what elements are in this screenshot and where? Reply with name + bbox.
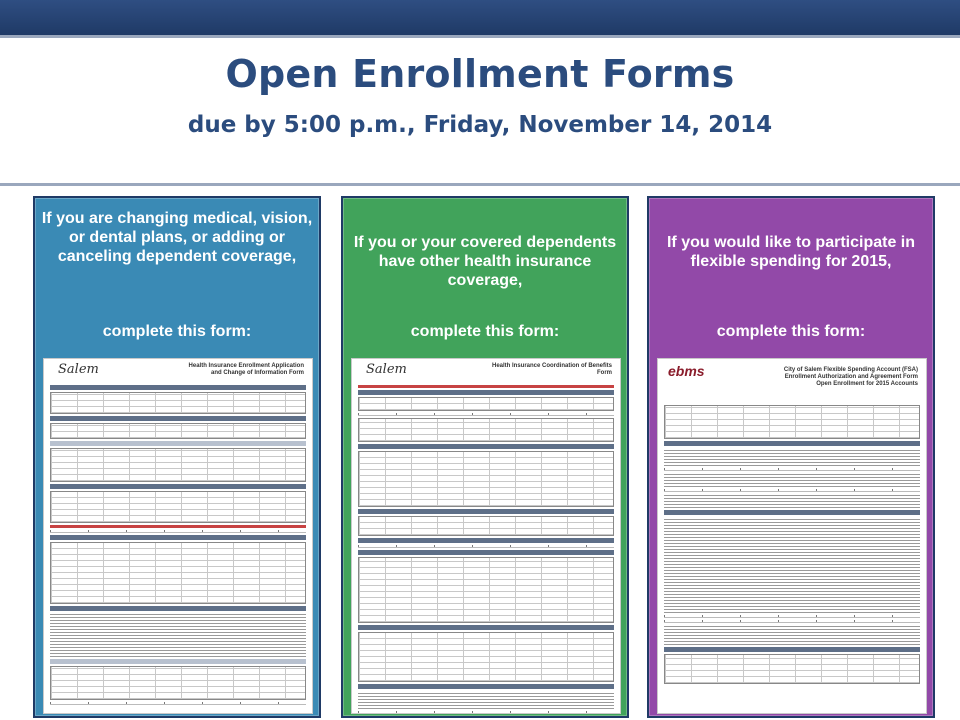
form-title: City of Salem Flexible Spending Account (FSA) Enrollment Authorization and Agreement Form Open Enrollment for 2015 Accounts: [783, 367, 918, 387]
coordination-form-thumbnail[interactable]: [351, 358, 621, 714]
top-banner: [0, 0, 960, 38]
salem-logo: Salem: [58, 362, 99, 377]
fsa-form-thumbnail[interactable]: [657, 358, 927, 714]
divider: [0, 183, 960, 186]
panel-action: complete this form:: [102, 323, 252, 340]
panel-instruction: If you or your covered dependents have other health insurance coverage,: [353, 234, 617, 289]
deadline-subtitle: due by 5:00 p.m., Friday, November 14, 2014: [187, 112, 773, 138]
other-coverage-panel: [341, 196, 629, 718]
panel-action: complete this form:: [716, 323, 866, 340]
enrollment-form-thumbnail[interactable]: [43, 358, 313, 714]
page-title: Open Enrollment Forms: [225, 52, 735, 96]
panel-action: complete this form:: [410, 323, 560, 340]
panel-instruction: If you are changing medical, vision, or dental plans, or adding or canceling dependent coverage,: [41, 210, 313, 265]
ebms-logo: ebms: [668, 363, 705, 379]
form-title: Health Insurance Enrollment Application and Change of Information Form: [188, 363, 304, 376]
fsa-panel: [647, 196, 935, 718]
form-title: Health Insurance Coordination of Benefits Form: [492, 363, 613, 376]
medical-change-panel: [33, 196, 321, 718]
salem-logo: Salem: [366, 362, 407, 377]
panel-instruction: If you would like to participate in flexible spending for 2015,: [666, 234, 916, 270]
